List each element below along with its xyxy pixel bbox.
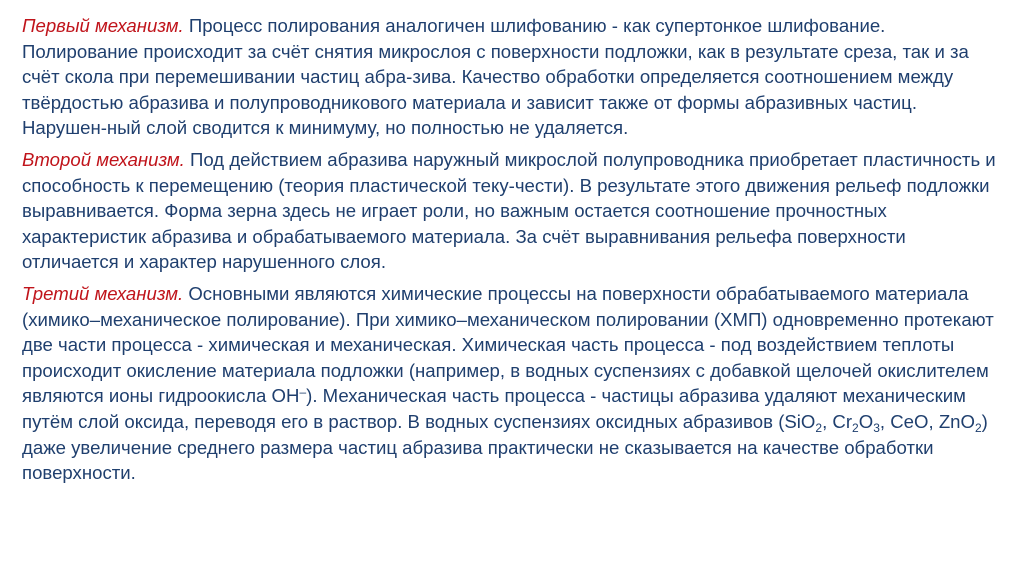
second-mechanism-text: Под действием абразива наружный микрослой полупроводника приобретает пластичность и способность к перемещению (теория пластической теку-чести). В результате этого движения рельеф подложки выравнивается. Форма зерна здесь не играет роли, но важным остается соотношение прочностных характеристик абразива и обрабатываемого материала. За счёт выравнивания рельефа поверхности отличается и характер нарушенного слоя. <box>22 148 996 273</box>
formula-zno2: ZnO$_2$ <box>938 410 982 435</box>
first-mechanism-heading: Первый механизм. <box>22 15 184 36</box>
paragraph-first-mechanism <box>22 13 1004 141</box>
third-mechanism-text-part-2: ). Механическая часть процесса - частицы абразива удаляют механическим путём слой оксида, переводя его в раствор. В водных суспензиях оксидных абразивов ( <box>22 385 966 432</box>
first-mechanism-text: Процесс полирования аналогичен шлифованию - как супертонкое шлифование. Полирование происходит за счёт снятия микрослоя с поверхности подложки, как в результате среза, так и за счёт скола при перемешивании частиц абра-зива. Качество обработки определяется соотношением между твёрдостью абразива и полупроводникового материала и зависит также от формы абразивных частиц. Нарушен-ный слой сводится к минимуму, но полностью не удаляется. <box>22 15 969 139</box>
third-mechanism-text-part-1: Основными являются химические процессы на поверхности обрабатываемого материала (химико–механическое полирование). При химико–механическом полировании (ХМП) одновременно протекают две части процесса - химическая и механическая. Химическая часть процесса - под воздействием теплоты происходит окисление материала подложки (например, в водных суспензиях с добавкой щелочей окислителем являются ионы гидроокисла ОН <box>22 282 994 407</box>
third-mechanism-heading: Третий механизм. <box>22 282 184 304</box>
hydroxide-charge: – <box>299 385 307 400</box>
formula-cr2o3: $Cr_2O_3$ <box>832 410 880 435</box>
formula-sio2: SiO$_2$ <box>784 410 823 435</box>
formula-ceo: CeO <box>890 410 929 432</box>
third-mechanism-text-part-3: ) даже увеличение среднего размера частиц абразива практически не сказывается на качестве обработки поверхности. <box>22 410 988 484</box>
paragraph-second-mechanism <box>22 147 1004 275</box>
paragraph-third-mechanism: Третий механизм. Основными являются химические процессы на поверхности обрабатываемого материала (химико–механическое полирование). При химико–механическом полировании (ХМП) одновременно протекают две части процесса - химическая и механическая. Химическая часть процесса - под воздействием теплоты происходит окисление материала подложки (например, в водных суспензиях с добавкой щелочей окислителем являются ионы гидроокисла ОН–). Механическая часть процесса - частицы абразива удаляют механическим путём слой оксида, переводя его в раствор. В водных суспензиях оксидных абразивов (SiO$_2$, $Cr_2O_3$, CeO, ZnO$_2$) даже увеличение среднего размера частиц абразива практически не сказывается на качестве обработки поверхности. <box>22 282 994 484</box>
second-mechanism-heading: Второй механизм. <box>22 148 185 170</box>
